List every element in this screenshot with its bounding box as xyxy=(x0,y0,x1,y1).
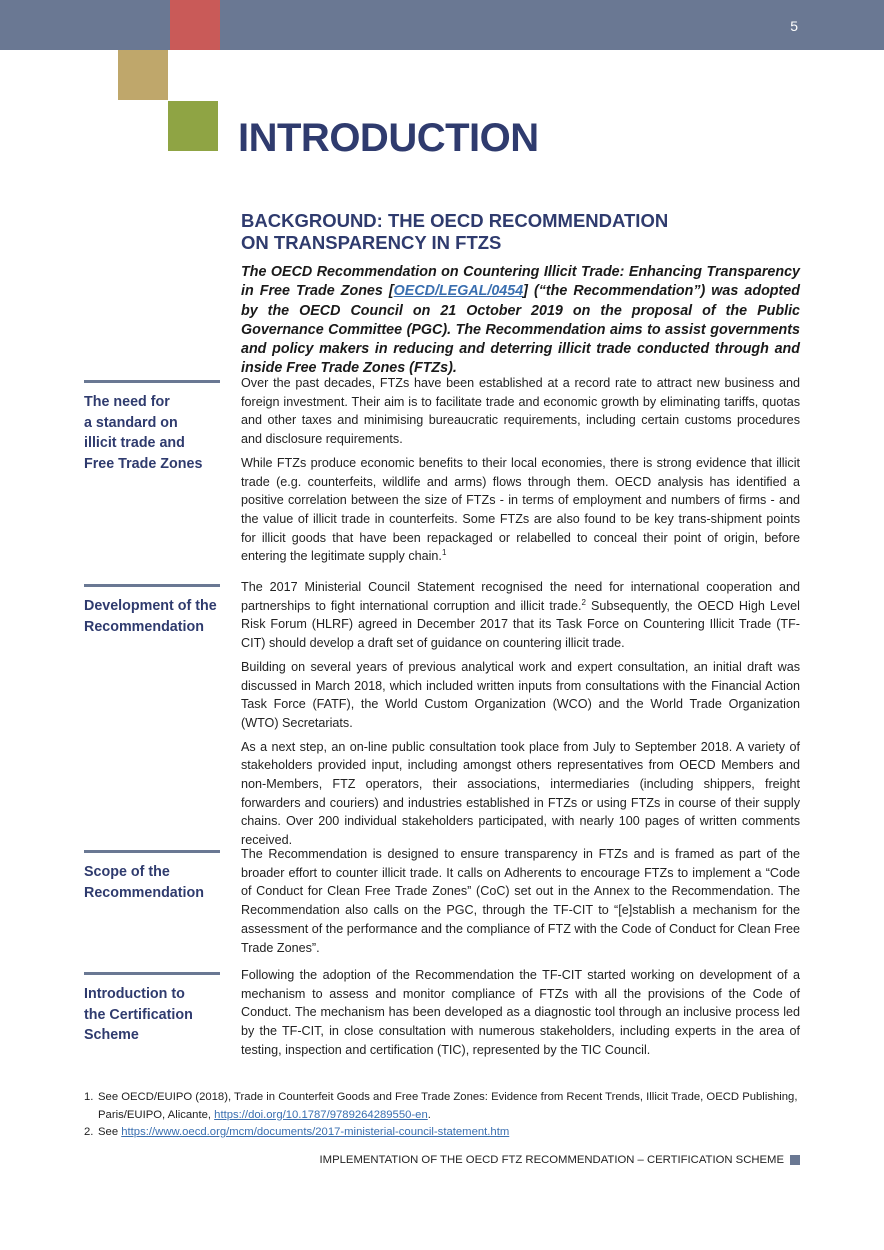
footnote-item xyxy=(84,1124,800,1142)
section-development xyxy=(241,578,800,855)
side-label-line: the Certification xyxy=(84,1006,193,1023)
footnotes xyxy=(84,1089,800,1142)
intro-text-end: ] (“the Recommendation”) was adopted by the OECD Council on 21 October 2019 on the proposal of the Public Governance Committee (PGC). The Recommendation aims to assist governments and policy makers in reducing and deterring illicit trade conducted through and inside Free Trade Zones (FTZs). xyxy=(241,283,800,377)
body-paragraph: Over the past decades, FTZs have been established at a record rate to attract new business and foreign investment. Their aim is to facilitate trade and economic growth by eliminating tariffs, quotas and other taxes and minimising bureaucratic requirements, including certain customs procedures and disclosure requirements. xyxy=(241,376,800,447)
side-label-need-for-standard xyxy=(84,380,220,474)
side-label-line: Development of the xyxy=(84,598,217,614)
side-label-line: Free Trade Zones xyxy=(84,455,203,472)
body-paragraph: Following the adoption of the Recommendation the TF-CIT started working on development of a mechanism to assess and monitor compliance of FTZs with all the provisions of the Code of Conduct. The mechanism has been developed as a diagnostic tool through an inclusive process led by the TF-CIT, in close consultation with numerous stakeholders, including experts in the area of testing, inspection and certification (TIC), represented by the TIC Council. xyxy=(241,968,800,1057)
side-label-line: Scope of the xyxy=(84,864,170,880)
decorative-square-green xyxy=(168,101,218,151)
side-label-line: Scheme xyxy=(84,1027,139,1043)
footnote-ref[interactable]: 2 xyxy=(581,597,586,607)
side-label-scope xyxy=(84,850,220,903)
decorative-square-tan xyxy=(118,50,168,100)
section-scope xyxy=(241,845,800,962)
body-paragraph xyxy=(241,578,800,653)
footnote-text xyxy=(98,1124,509,1142)
footnote-number: 2. xyxy=(84,1126,94,1138)
body-paragraph: As a next step, an on-line public consultation took place from July to September 2018. A variety of stakeholders provided input, including amongst others representatives from OECD Members and non-Members, FTZ operators, their associations, intermediaries (including shippers, freight forwarders and couriers) and industries established in FTZs or using FTZs in course of their supply chains. Over 200 individual stakeholders participated, with nearly 100 pages of written comments received. xyxy=(241,739,800,848)
section-heading-line1: BACKGROUND: THE OECD RECOMMENDATION xyxy=(241,210,669,231)
page-footer xyxy=(320,1154,800,1166)
footnote-body: See xyxy=(98,1126,122,1138)
footnote-link[interactable]: https://doi.org/10.1787/9789264289550-en xyxy=(214,1108,428,1121)
side-label-line: Introduction to xyxy=(84,986,185,1002)
page-title: INTRODUCTION xyxy=(238,116,539,160)
side-label-line: a standard on xyxy=(84,414,178,431)
body-paragraph: The Recommendation is designed to ensure transparency in FTZs and is framed as part of the broader effort to counter illicit trade. It calls on Adherents to encourage FTZs to implement a “Code of Conduct for Clean Free Trade Zones” (CoC) set out in the Annex to the Recommendation. The Recommendation also calls on the PGC, through the TF-CIT to “[e]stablish a mechanism for the assessment of the performance and the compliance of FTZ with the Code of Conduct for Clean Free Trade Zones”. xyxy=(241,847,800,955)
side-label-line: illicit trade and xyxy=(84,435,185,451)
footer-text: IMPLEMENTATION OF THE OECD FTZ RECOMMENDATION – CERTIFICATION SCHEME xyxy=(319,1154,784,1166)
footnote-link[interactable]: https://www.oecd.org/mcm/documents/2017-ministerial-council-statement.htm xyxy=(121,1126,510,1138)
section-need-for-standard xyxy=(241,374,800,571)
side-label-line: The need for xyxy=(84,394,170,410)
footnote-text xyxy=(98,1089,800,1124)
section-certification xyxy=(241,966,800,1065)
decorative-square-red xyxy=(170,0,220,50)
body-paragraph xyxy=(241,454,800,566)
footnote-ref[interactable]: 1 xyxy=(441,548,447,558)
side-label-line: Recommendation xyxy=(84,618,204,635)
footnote-body: See OECD/EUIPO (2018), Trade in Counterfeit Goods and Free Trade Zones: Evidence from Recent Trends, Illicit Trade, OECD Publishing, Paris/EUIPO, Alicante, xyxy=(98,1091,798,1121)
intro-paragraph xyxy=(241,263,800,379)
oecd-legal-link[interactable]: OECD/LEGAL/0454 xyxy=(393,283,524,300)
side-label-development xyxy=(84,584,220,637)
paragraph-text: The 2017 Ministerial Council Statement recognised the need for international cooperation and partnerships to fight international corruption and illicit trade. xyxy=(241,580,800,613)
footnote-number: 1. xyxy=(84,1091,94,1103)
section-heading xyxy=(241,210,801,254)
footnote-tail: . xyxy=(427,1108,431,1121)
paragraph-text: Subsequently, the OECD High Level Risk Forum (HLRF) agreed in December 2017 that its Task Force on Countering Illicit Trade (TF-CIT) should develop a draft set of guidance on countering illicit trade. xyxy=(241,598,800,651)
footnote-item xyxy=(84,1089,800,1124)
paragraph-text: While FTZs produce economic benefits to their local economies, there is strong evidence that illicit trade (e.g. counterfeits, wildlife and arms) flows through them. OECD analysis has identified a positive correlation between the size of FTZs - in terms of employment and numbers of firms - and the value of illicit trade in counterfeits. Some FTZs are also found to be key trans-shipment points for illicit goods that have been repackaged or relabelled to conceal their point of origin, before entering the legitimate supply chain. xyxy=(241,455,800,564)
side-label-line: Recommendation xyxy=(84,884,204,901)
body-paragraph: Building on several years of previous analytical work and expert consultation, an initial draft was discussed in March 2018, which included written inputs from consultations with the Financial Action Task Force (FATF), the World Custom Organization (WCO) and the World Trade Organization (WTO) Secretariats. xyxy=(241,659,800,730)
footer-square-icon xyxy=(790,1155,800,1165)
section-heading-line2: ON TRANSPARENCY IN FTZS xyxy=(241,232,502,253)
page-number: 5 xyxy=(790,18,798,34)
side-label-certification xyxy=(84,972,220,1046)
header-bar xyxy=(0,0,884,50)
intro-text-start: The OECD Recommendation on Countering Illicit Trade: Enhancing Transparency in Free Trade Zones [ xyxy=(241,264,800,300)
